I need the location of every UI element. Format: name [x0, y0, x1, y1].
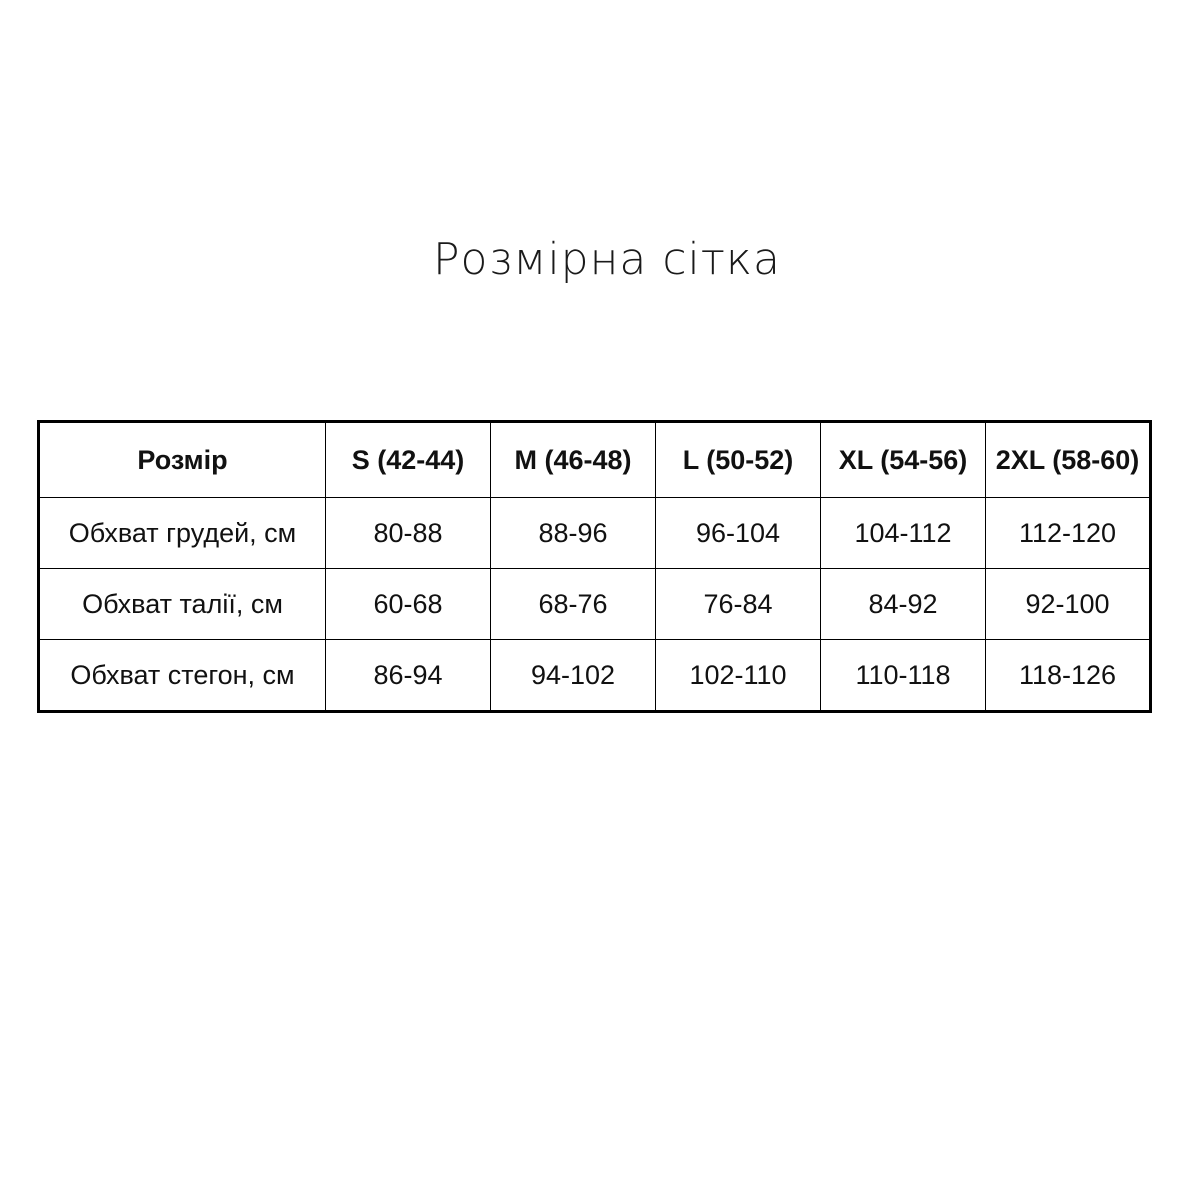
- table-cell: 88-96: [491, 498, 656, 569]
- table-row-waist: [39, 569, 1151, 640]
- table-cell: 60-68: [326, 569, 491, 640]
- table-cell: 86-94: [326, 640, 491, 712]
- table-cell: 110-118: [821, 640, 986, 712]
- row-label: Обхват талії, см: [39, 569, 326, 640]
- size-chart-table: [37, 420, 1152, 713]
- table-cell: 112-120: [986, 498, 1151, 569]
- table-cell: 76-84: [656, 569, 821, 640]
- table-cell: 84-92: [821, 569, 986, 640]
- table-cell: 92-100: [986, 569, 1151, 640]
- row-label: Обхват грудей, см: [39, 498, 326, 569]
- table-cell: 80-88: [326, 498, 491, 569]
- table-cell: 102-110: [656, 640, 821, 712]
- header-cell-2xl: 2XL (58-60): [986, 422, 1151, 498]
- table-cell: 104-112: [821, 498, 986, 569]
- table-cell: 94-102: [491, 640, 656, 712]
- header-cell-size-label: Розмір: [39, 422, 326, 498]
- table-cell: 118-126: [986, 640, 1151, 712]
- table-row-hips: [39, 640, 1151, 712]
- header-cell-s: S (42-44): [326, 422, 491, 498]
- header-cell-l: L (50-52): [656, 422, 821, 498]
- page-title: Розмірна сітка: [433, 234, 781, 285]
- header-cell-xl: XL (54-56): [821, 422, 986, 498]
- row-label: Обхват стегон, см: [39, 640, 326, 712]
- table-row-chest: [39, 498, 1151, 569]
- header-cell-m: M (46-48): [491, 422, 656, 498]
- table-header-row: [39, 422, 1151, 498]
- table-cell: 96-104: [656, 498, 821, 569]
- table-cell: 68-76: [491, 569, 656, 640]
